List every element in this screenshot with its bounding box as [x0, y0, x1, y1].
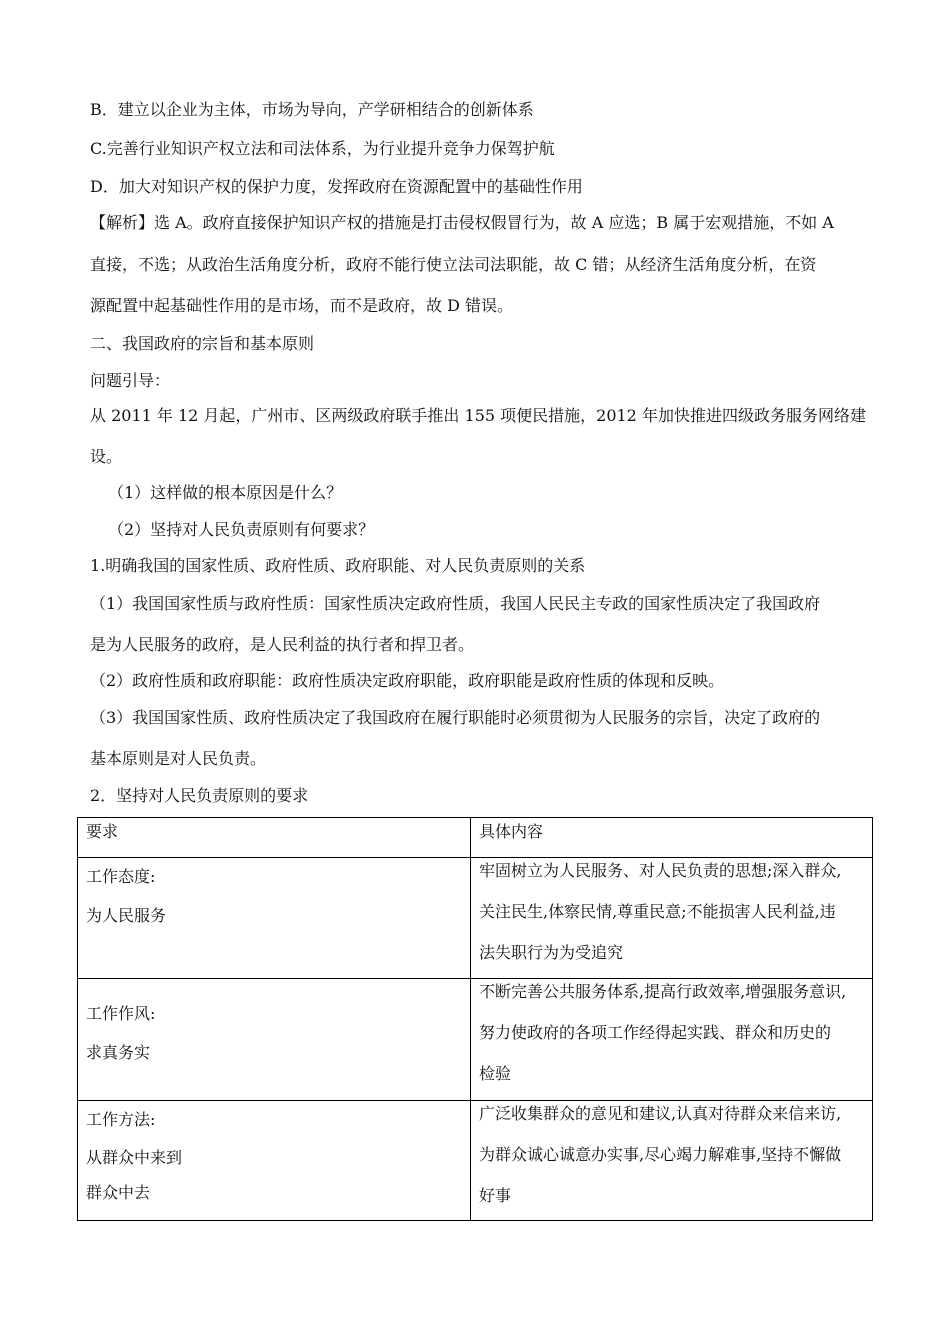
- section-two-heading: 二、我国政府的宗旨和基本原则: [90, 334, 315, 353]
- header-cell-content: 具体内容: [471, 818, 873, 858]
- requirement-cell: 工作态度: 为人民服务: [78, 858, 471, 979]
- content-cell: 不断完善公共服务体系,提高行政效率,增强服务意识, 努力使政府的各项工作经得起实践、群众和历史的 检验: [471, 979, 873, 1101]
- requirement-cell: 工作方法: 从群众中来到 群众中去: [78, 1101, 471, 1221]
- point-one-item2: （2）政府性质和政府职能：政府性质决定政府职能，政府职能是政府性质的体现和反映。: [90, 671, 725, 690]
- analysis-line-2: 直接，不选；从政治生活角度分析，政府不能行使立法司法职能，故 C 错；从经济生活角度分析，在资: [90, 255, 817, 274]
- point-one-heading: 1.明确我国的国家性质、政府性质、政府职能、对人民负责原则的关系: [90, 556, 586, 575]
- point-one-item1-line-1: （1）我国国家性质与政府性质：国家性质决定政府性质，我国人民民主专政的国家性质决定了我国政府: [90, 594, 821, 613]
- point-one-item3-line-2: 基本原则是对人民负责。: [90, 749, 267, 768]
- content-cell: 牢固树立为人民服务、对人民负责的思想;深入群众, 关注民生,体察民情,尊重民意;不能损害人民利益,违 法失职行为为受追究: [471, 858, 873, 979]
- analysis-line-1: 【解析】选 A。政府直接保护知识产权的措施是打击侵权假冒行为，故 A 应选；B 属于宏观措施，不如 A: [90, 213, 834, 232]
- analysis-line-3: 源配置中起基础性作用的是市场，而不是政府，故 D 错误。: [90, 296, 514, 315]
- guide-label: 问题引导：: [90, 371, 171, 390]
- header-cell-requirement: 要求: [78, 818, 471, 858]
- option-b: B．建立以企业为主体，市场为导向，产学研相结合的创新体系: [90, 100, 534, 119]
- point-two-heading: 2．坚持对人民负责原则的要求: [90, 786, 309, 805]
- table-row: [78, 1101, 873, 1221]
- question-2: （2）坚持对人民负责原则有何要求？: [108, 520, 375, 539]
- requirements-table: [77, 817, 873, 1221]
- guide-text-line-2: 设。: [90, 447, 123, 466]
- guide-text-line-1: 从 2011 年 12 月起，广州市、区两级政府联手推出 155 项便民措施，2012 年加快推进四级政务服务网络建: [90, 406, 866, 425]
- option-d: D．加大对知识产权的保护力度，发挥政府在资源配置中的基础性作用: [90, 177, 583, 196]
- table-header-row: [78, 818, 873, 858]
- requirement-cell: 工作作风: 求真务实: [78, 979, 471, 1101]
- option-c: C.完善行业知识产权立法和司法体系，为行业提升竞争力保驾护航: [90, 139, 555, 158]
- point-one-item3-line-1: （3）我国国家性质、政府性质决定了我国政府在履行职能时必须贯彻为人民服务的宗旨，决定了政府的: [90, 708, 821, 727]
- content-cell: 广泛收集群众的意见和建议,认真对待群众来信来访, 为群众诚心诚意办实事,尽心竭力解难事,坚持不懈做 好事: [471, 1101, 873, 1221]
- question-1: （1）这样做的根本原因是什么？: [108, 483, 343, 502]
- point-one-item1-line-2: 是为人民服务的政府，是人民利益的执行者和捍卫者。: [90, 635, 475, 654]
- table-row: [78, 979, 873, 1101]
- table-row: [78, 858, 873, 979]
